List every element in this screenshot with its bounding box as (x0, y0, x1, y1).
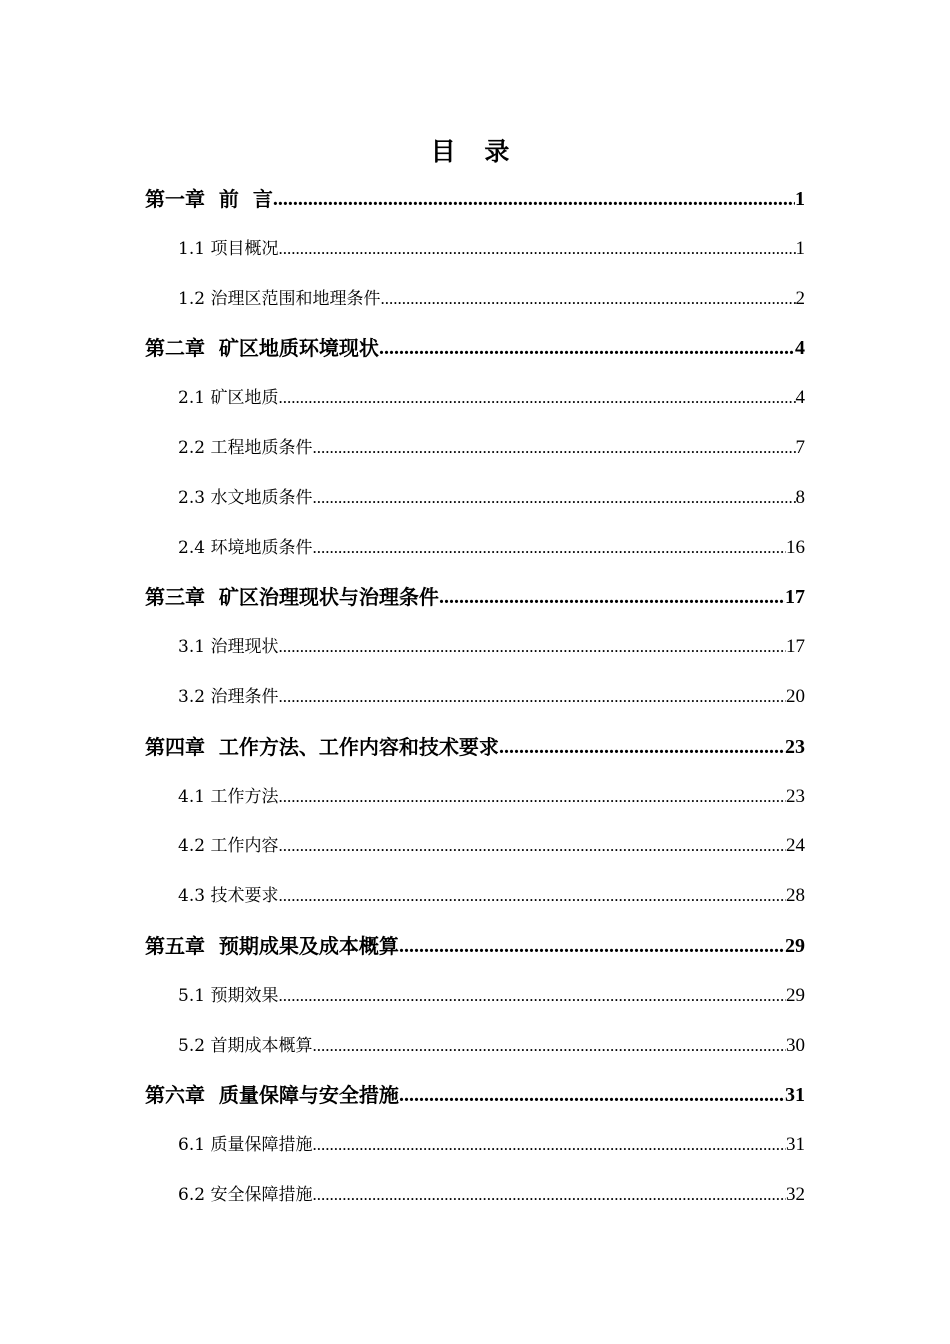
toc-entry-label: 2.4 环境地质条件 (178, 538, 313, 558)
toc-dot-leader (399, 1080, 785, 1110)
toc-entry-page: 2 (795, 288, 805, 309)
toc-entry-label: 4.3 技术要求 (178, 886, 279, 906)
toc-entry-label: 6.1 质量保障措施 (178, 1135, 313, 1155)
toc-entry[interactable] (178, 782, 805, 812)
toc-entry-page: 1 (795, 238, 805, 259)
toc-dot-leader (278, 632, 786, 662)
toc-entry-label: 3.2 治理条件 (178, 687, 279, 707)
toc-entry-label: 4.2 工作内容 (178, 836, 279, 856)
toc-dot-leader (312, 1130, 786, 1160)
toc-dot-leader (278, 682, 786, 712)
toc-entry-page: 17 (785, 586, 805, 608)
toc-entry-page: 31 (785, 1084, 805, 1106)
toc-entry-label: 第一章 前 言 (145, 187, 273, 211)
toc-entry-page: 24 (786, 835, 805, 856)
toc-entry-page: 7 (795, 437, 805, 458)
toc-entry[interactable] (145, 184, 805, 214)
toc-entry-label: 4.1 工作方法 (178, 787, 279, 807)
toc-entry[interactable] (178, 1130, 805, 1160)
toc-dot-leader (278, 831, 786, 861)
toc-entry[interactable] (178, 234, 805, 264)
toc-dot-leader (379, 333, 795, 363)
toc-dot-leader (399, 931, 785, 961)
toc-dot-leader (380, 284, 795, 314)
toc-entry-label: 1.1 项目概况 (178, 239, 279, 259)
toc-entry[interactable] (178, 284, 805, 314)
page-title: 目 录 (430, 137, 520, 166)
toc-entry-label: 5.2 首期成本概算 (178, 1036, 313, 1056)
toc-entry[interactable] (178, 831, 805, 861)
toc-entry-page: 29 (785, 935, 805, 957)
toc-entry[interactable] (178, 383, 805, 413)
toc-dot-leader (499, 732, 785, 762)
toc-entry-page: 23 (786, 786, 805, 807)
toc-entry-page: 28 (786, 885, 805, 906)
toc-entry-page: 32 (786, 1184, 805, 1205)
toc-dot-leader (278, 234, 795, 264)
toc-dot-leader (278, 881, 786, 911)
toc-dot-leader (278, 981, 786, 1011)
toc-entry-label: 2.2 工程地质条件 (178, 438, 313, 458)
toc-entry-page: 16 (786, 537, 805, 558)
toc-entry[interactable] (145, 582, 805, 612)
toc-entry[interactable] (178, 1031, 805, 1061)
toc-entry[interactable] (178, 682, 805, 712)
toc-entry-label: 2.1 矿区地质 (178, 388, 279, 408)
toc-entry[interactable] (145, 732, 805, 762)
toc-entry-page: 1 (795, 188, 805, 210)
toc-entry-page: 23 (785, 736, 805, 758)
toc-entry[interactable] (145, 1080, 805, 1110)
toc-entry-page: 20 (786, 686, 805, 707)
toc-entry-page: 31 (786, 1134, 805, 1155)
toc-entry-label: 第五章 预期成果及成本概算 (145, 934, 399, 958)
toc-entry-page: 17 (786, 636, 805, 657)
toc-entry[interactable] (178, 1180, 805, 1210)
toc-entry-label: 5.1 预期效果 (178, 986, 279, 1006)
toc-entry[interactable] (178, 483, 805, 513)
toc-entry-page: 8 (795, 487, 805, 508)
toc-dot-leader (278, 383, 795, 413)
toc-entry[interactable] (178, 533, 805, 563)
toc-entry-page: 4 (795, 337, 805, 359)
toc-dot-leader (312, 533, 786, 563)
toc-entry[interactable] (178, 632, 805, 662)
toc-entry-page: 4 (795, 387, 805, 408)
toc-dot-leader (312, 1180, 786, 1210)
toc-entry[interactable] (178, 881, 805, 911)
toc-dot-leader (312, 483, 795, 513)
toc-entry[interactable] (145, 333, 805, 363)
toc-dot-leader (439, 582, 785, 612)
toc-entry-label: 第四章 工作方法、工作内容和技术要求 (145, 735, 499, 759)
toc-entry-label: 第六章 质量保障与安全措施 (145, 1083, 399, 1107)
toc-entry-label: 第二章 矿区地质环境现状 (145, 336, 379, 360)
toc-entry-page: 29 (786, 985, 805, 1006)
toc-entry-label: 第三章 矿区治理现状与治理条件 (145, 585, 439, 609)
toc-entry-label: 6.2 安全保障措施 (178, 1185, 313, 1205)
toc-dot-leader (278, 782, 786, 812)
toc-entry[interactable] (178, 433, 805, 463)
toc-entry[interactable] (145, 931, 805, 961)
toc-entry-label: 1.2 治理区范围和地理条件 (178, 289, 381, 309)
toc-entry-label: 3.1 治理现状 (178, 637, 279, 657)
toc-dot-leader (312, 1031, 786, 1061)
toc-dot-leader (273, 184, 795, 214)
toc-entry[interactable] (178, 981, 805, 1011)
toc-dot-leader (312, 433, 795, 463)
toc-entry-page: 30 (786, 1035, 805, 1056)
toc-entry-label: 2.3 水文地质条件 (178, 488, 313, 508)
